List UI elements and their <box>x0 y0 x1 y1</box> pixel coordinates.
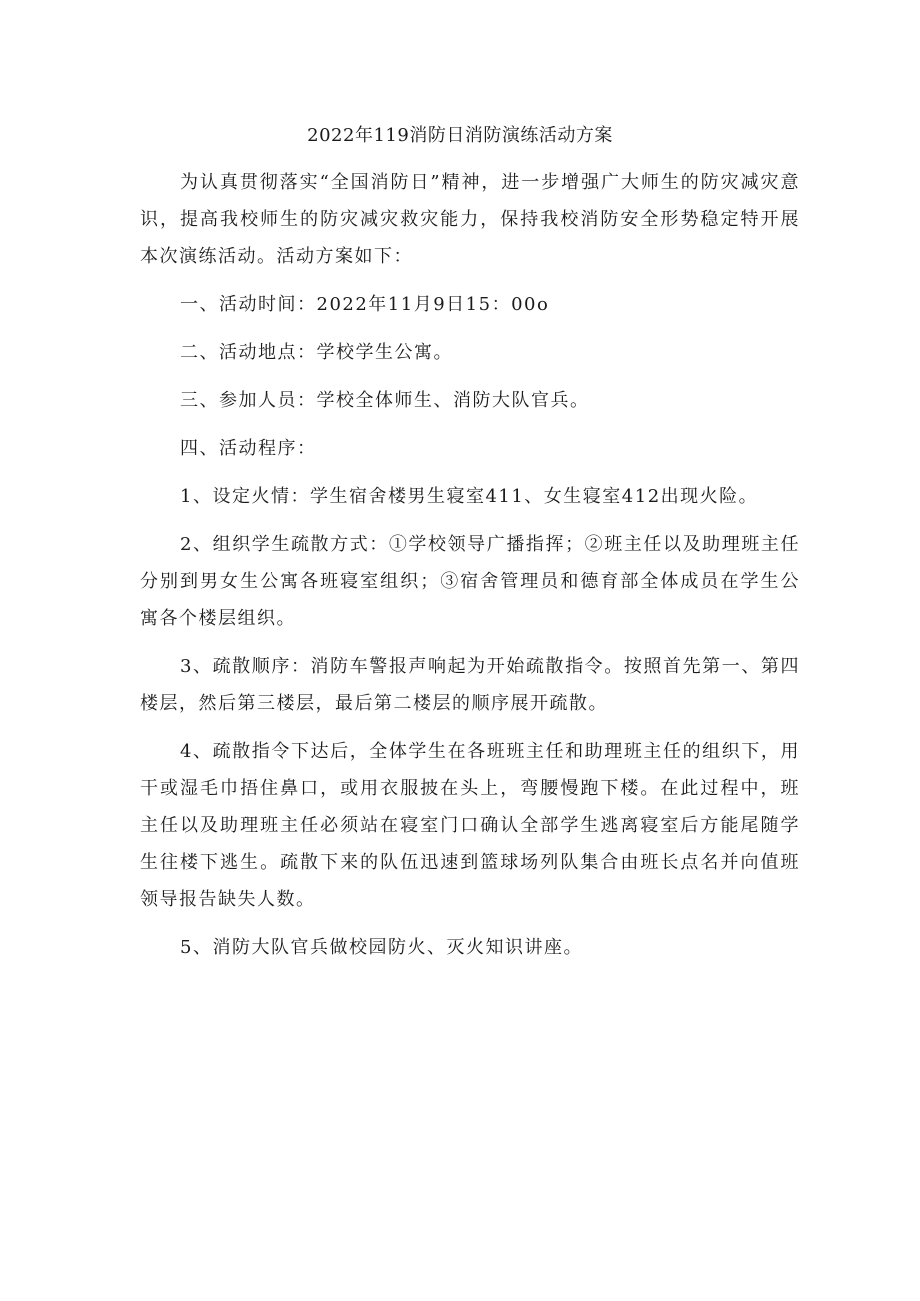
procedure-heading: 四、活动程序： <box>180 438 317 459</box>
document-title: 2022年119消防日消防演练活动方案 <box>307 125 613 146</box>
procedure-step-2: 2、组织学生疏散方式：①学校领导广播指挥；②班主任以及助理班主任分别到男女生公寓各班寝室组织；③宿舍管理员和德育部全体成员在学生公寓各个楼层组织。 <box>140 534 800 629</box>
procedure-step-1: 1、设定火情：学生宿舍楼男生寝室411、女生寝室412出现火险。 <box>180 486 759 507</box>
procedure-step-4: 4、疏散指令下达后，全体学生在各班班主任和助理班主任的组织下，用干或湿毛巾捂住鼻口，或用衣服披在头上，弯腰慢跑下楼。在此过程中，班主任以及助理班主任必须站在寝室门口确认全部学生逃离寝室后方能尾随学生往楼下逃生。疏散下来的队伍迅速到篮球场列队集合由班长点名并向值班领导报告缺失人数。 <box>140 741 800 910</box>
activity-time: 一、活动时间：2022年11月9日15：00o <box>180 294 550 315</box>
document-body <box>140 164 800 977</box>
procedure-step-3: 3、疏散顺序：消防车警报声响起为开始疏散指令。按照首先第一、第四楼层，然后第三楼层，最后第二楼层的顺序展开疏散。 <box>140 656 800 714</box>
intro-paragraph: 为认真贯彻落实“全国消防日”精神，进一步增强广大师生的防灾减灾意识，提高我校师生的防灾减灾救灾能力，保持我校消防安全形势稳定特开展本次演练活动。活动方案如下： <box>140 172 800 267</box>
procedure-step-5: 5、消防大队官兵做校园防火、灭火知识讲座。 <box>180 937 583 958</box>
participants: 三、参加人员：学校全体师生、消防大队官兵。 <box>180 390 590 411</box>
activity-location: 二、活动地点：学校学生公寓。 <box>180 342 453 363</box>
